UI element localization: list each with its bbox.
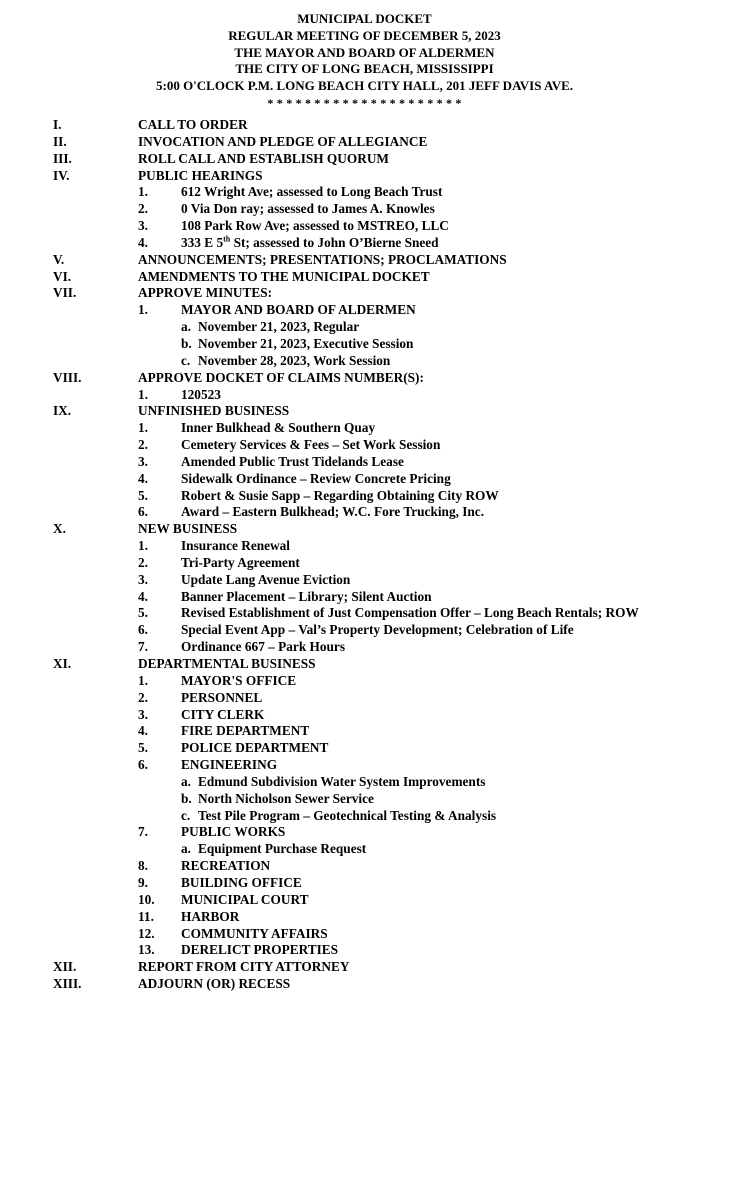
agenda-item — [0, 639, 729, 656]
agenda-item-number: VIII. — [53, 369, 82, 385]
agenda-item-text: Award – Eastern Bulkhead; W.C. Fore Trucking, Inc. — [181, 504, 485, 520]
agenda-item — [0, 471, 729, 488]
agenda-item — [0, 504, 729, 521]
agenda-item-number: 1. — [138, 538, 148, 554]
agenda-item-text: PUBLIC HEARINGS — [138, 167, 263, 183]
agenda-item — [0, 454, 729, 471]
agenda-item-text: Banner Placement – Library; Silent Auction — [181, 588, 432, 604]
agenda-item — [0, 926, 729, 943]
agenda-item-number: c. — [181, 352, 191, 368]
agenda-item-text: FIRE DEPARTMENT — [181, 723, 310, 739]
agenda-item-number: 3. — [138, 706, 148, 722]
meeting-date-line: REGULAR MEETING OF DECEMBER 5, 2023 — [228, 27, 501, 43]
agenda-item — [0, 269, 729, 286]
agenda-item — [0, 184, 729, 201]
agenda-item-text: BUILDING OFFICE — [181, 874, 302, 890]
star-divider: * * * * * * * * * * * * * * * * * * * * * — [267, 95, 462, 110]
agenda-item — [0, 707, 729, 724]
agenda-item-text: Edmund Subdivision Water System Improvements — [198, 773, 486, 789]
agenda-item — [0, 959, 729, 976]
agenda-item-number: a. — [181, 319, 191, 335]
agenda-item-number: c. — [181, 807, 191, 823]
agenda-item-text: 612 Wright Ave; assessed to Long Beach Trust — [181, 184, 443, 200]
agenda-item — [0, 521, 729, 538]
agenda-item — [0, 437, 729, 454]
agenda-item-number: III. — [53, 150, 72, 166]
agenda-item — [0, 824, 729, 841]
agenda-item-text: MUNICIPAL COURT — [181, 891, 309, 907]
agenda-item-text: 108 Park Row Ave; assessed to MSTREO, LLC — [181, 218, 449, 234]
agenda-item — [0, 302, 729, 319]
agenda-item — [0, 235, 729, 252]
agenda-item-number: VI. — [53, 268, 72, 284]
agenda-item-text: APPROVE DOCKET OF CLAIMS NUMBER(S): — [138, 369, 424, 385]
agenda-item-number: 7. — [138, 639, 148, 655]
agenda-item-text: UNFINISHED BUSINESS — [138, 403, 290, 419]
agenda-item-number: I. — [53, 117, 62, 132]
agenda-item-number: 3. — [138, 571, 148, 587]
agenda-item-text: Revised Establishment of Just Compensation Offer – Long Beach Rentals; ROW — [181, 605, 639, 621]
agenda-item-number: 6. — [138, 757, 148, 773]
agenda-item-number: 2. — [138, 437, 148, 453]
agenda-item — [0, 774, 729, 791]
agenda-item-text: Robert & Susie Sapp – Regarding Obtaining City ROW — [181, 487, 499, 503]
agenda-item — [0, 555, 729, 572]
agenda-item-text: Tri-Party Agreement — [181, 554, 300, 570]
agenda-item-text: DEPARTMENTAL BUSINESS — [138, 656, 316, 671]
agenda-item — [0, 875, 729, 892]
agenda-item — [0, 841, 729, 858]
agenda-item-text: November 21, 2023, Regular — [198, 319, 360, 335]
agenda-item — [0, 808, 729, 825]
agenda-item — [0, 151, 729, 168]
agenda-item-number: 12. — [138, 925, 155, 941]
agenda-item-text: Sidewalk Ordinance – Review Concrete Pricing — [181, 470, 451, 486]
agenda-item-number: 2. — [138, 554, 148, 570]
agenda-item-number: b. — [181, 790, 192, 806]
agenda-item-text: North Nicholson Sewer Service — [198, 790, 374, 806]
agenda-item — [0, 723, 729, 740]
agenda-item-number: IV. — [53, 167, 70, 183]
agenda-item-text: NEW BUSINESS — [138, 521, 238, 537]
agenda-item-number: 1. — [138, 672, 148, 688]
time-location-line: 5:00 O'CLOCK P.M. LONG BEACH CITY HALL, 201 JEFF DAVIS AVE. — [155, 78, 574, 94]
agenda-item-number: 7. — [138, 824, 148, 840]
agenda-item-text: Cemetery Services & Fees – Set Work Session — [181, 437, 441, 453]
agenda-item-text: Inner Bulkhead & Southern Quay — [181, 420, 376, 436]
agenda-item-number: 2. — [138, 689, 148, 705]
agenda-item — [0, 673, 729, 690]
agenda-item — [0, 589, 729, 606]
agenda-item-number: 5. — [138, 740, 148, 756]
agenda-item-number: 13. — [138, 942, 155, 958]
agenda-item-number: XII. — [53, 959, 77, 975]
agenda-item-text: APPROVE MINUTES: — [138, 285, 273, 301]
agenda-item-text: PUBLIC WORKS — [181, 824, 286, 840]
agenda-item — [0, 201, 729, 218]
agenda-item — [0, 740, 729, 757]
agenda-item — [0, 403, 729, 420]
agenda-item — [0, 622, 729, 639]
agenda-item-number: 6. — [138, 622, 148, 638]
agenda-item-text: HARBOR — [181, 908, 240, 924]
agenda-item — [0, 690, 729, 707]
agenda-item-number: XI. — [53, 656, 72, 671]
agenda-item-text: PERSONNEL — [181, 689, 263, 705]
agenda-item-text: ROLL CALL AND ESTABLISH QUORUM — [138, 150, 389, 166]
agenda-item-text: MAYOR'S OFFICE — [181, 672, 297, 688]
agenda-item-text: Equipment Purchase Request — [198, 841, 367, 857]
agenda-item-text: ADJOURN (OR) RECESS — [138, 976, 291, 992]
agenda-item-text: Test Pile Program – Geotechnical Testing & Analysis — [198, 807, 497, 823]
agenda-item-text: November 21, 2023, Executive Session — [198, 335, 414, 351]
agenda-item-text: INVOCATION AND PLEDGE OF ALLEGIANCE — [138, 133, 428, 149]
agenda-item-number: 8. — [138, 858, 148, 874]
agenda-item-number: a. — [181, 841, 191, 857]
agenda-item — [0, 538, 729, 555]
agenda-item — [0, 285, 729, 302]
agenda-item-number: 3. — [138, 453, 148, 469]
agenda-item-number: 1. — [138, 184, 148, 200]
agenda-item-text: ENGINEERING — [181, 757, 278, 773]
agenda-item-text: 0 Via Don ray; assessed to James A. Knowles — [181, 201, 435, 217]
agenda-item-number: VII. — [53, 285, 77, 301]
agenda-item-number: 3. — [138, 218, 148, 234]
agenda-item — [0, 605, 729, 622]
agenda-item-number: 4. — [138, 234, 148, 250]
agenda-item-number: 5. — [138, 487, 148, 503]
agenda-item-text: COMMUNITY AFFAIRS — [181, 925, 328, 941]
agenda-item-text: Ordinance 667 – Park Hours — [181, 639, 345, 655]
agenda-item-text: REPORT FROM CITY ATTORNEY — [138, 959, 350, 975]
docket-title: MUNICIPAL DOCKET — [297, 11, 432, 26]
governing-body-line: THE MAYOR AND BOARD OF ALDERMEN — [234, 44, 495, 60]
agenda-item-text: Insurance Renewal — [181, 538, 290, 554]
agenda-item-text: MAYOR AND BOARD OF ALDERMEN — [181, 302, 416, 318]
agenda-item-number: 2. — [138, 201, 148, 217]
agenda-item-number: 4. — [138, 723, 148, 739]
agenda-item-number: IX. — [53, 403, 72, 419]
agenda-item-text: DERELICT PROPERTIES — [181, 942, 339, 958]
agenda-item — [0, 319, 729, 336]
agenda-item-number: II. — [53, 133, 67, 149]
agenda-item-number: a. — [181, 773, 191, 789]
agenda-item-text: AMENDMENTS TO THE MUNICIPAL DOCKET — [138, 268, 430, 284]
agenda-item — [0, 791, 729, 808]
agenda-item — [0, 488, 729, 505]
agenda-item-number: 10. — [138, 891, 155, 907]
agenda-item — [0, 168, 729, 185]
agenda-item — [0, 370, 729, 387]
agenda-item-text: CALL TO ORDER — [138, 117, 248, 132]
agenda-item-number: 6. — [138, 504, 148, 520]
agenda-item-text: CITY CLERK — [181, 706, 265, 722]
agenda-item — [0, 858, 729, 875]
agenda-item — [0, 117, 729, 134]
agenda-item — [0, 892, 729, 909]
agenda-item-number: 1. — [138, 420, 148, 436]
agenda-item — [0, 942, 729, 959]
agenda-item — [0, 387, 729, 404]
agenda-item-text: RECREATION — [181, 858, 271, 874]
agenda-item — [0, 420, 729, 437]
city-line: THE CITY OF LONG BEACH, MISSISSIPPI — [235, 61, 494, 77]
agenda-item — [0, 336, 729, 353]
agenda-item — [0, 909, 729, 926]
agenda-item-text: November 28, 2023, Work Session — [198, 352, 391, 368]
agenda-item-number: 5. — [138, 605, 148, 621]
agenda-item-number: V. — [53, 251, 65, 267]
agenda-item-text: POLICE DEPARTMENT — [181, 740, 329, 756]
agenda-item-number: X. — [53, 521, 66, 537]
agenda-item-text: Amended Public Trust Tidelands Lease — [181, 453, 404, 469]
docket-header — [0, 11, 729, 112]
agenda-item-text: Special Event App – Val’s Property Development; Celebration of Life — [181, 622, 574, 638]
agenda-item-number: 9. — [138, 874, 148, 890]
agenda-item-text: ANNOUNCEMENTS; PRESENTATIONS; PROCLAMATIONS — [138, 251, 507, 267]
agenda-item — [0, 252, 729, 269]
agenda-item — [0, 134, 729, 151]
agenda-item-number: 11. — [138, 908, 154, 924]
agenda-item-text: 120523 — [181, 386, 221, 402]
agenda-item-number: 4. — [138, 588, 148, 604]
agenda-list — [0, 117, 729, 993]
agenda-item-number: 1. — [138, 386, 148, 402]
agenda-item-text: Update Lang Avenue Eviction — [181, 571, 351, 587]
agenda-item-number: 1. — [138, 302, 148, 318]
agenda-item — [0, 572, 729, 589]
agenda-item — [0, 656, 729, 673]
agenda-item-text: 333 E 5th St; assessed to John O’Bierne Sneed — [181, 234, 439, 250]
agenda-item-number: 4. — [138, 470, 148, 486]
agenda-item — [0, 757, 729, 774]
agenda-item — [0, 976, 729, 993]
agenda-item-number: XIII. — [53, 976, 82, 992]
agenda-item — [0, 353, 729, 370]
agenda-item-number: b. — [181, 335, 192, 351]
agenda-item — [0, 218, 729, 235]
